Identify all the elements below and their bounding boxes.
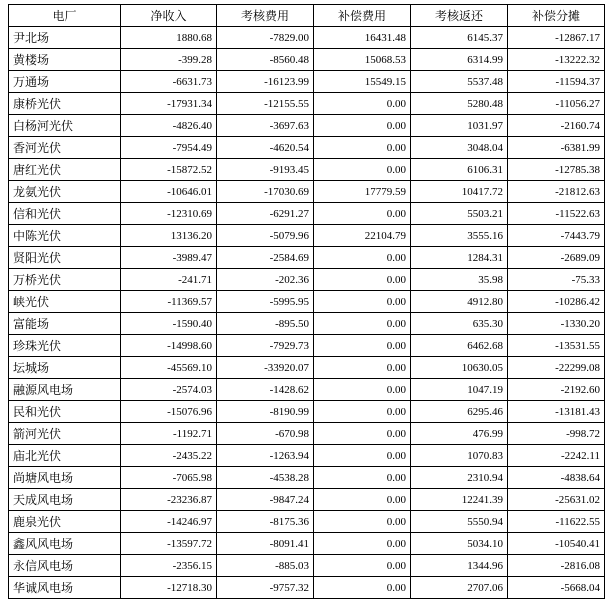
cell-plant-name: 唐红光伏 xyxy=(9,159,121,181)
cell-value: 6106.31 xyxy=(411,159,508,181)
cell-value: 1031.97 xyxy=(411,115,508,137)
cell-value: 4912.80 xyxy=(411,291,508,313)
table-body xyxy=(9,27,605,599)
cell-value: -8175.36 xyxy=(217,511,314,533)
cell-value: -2160.74 xyxy=(508,115,605,137)
cell-value: -4538.28 xyxy=(217,467,314,489)
cell-value: 0.00 xyxy=(314,269,411,291)
table-row xyxy=(9,137,605,159)
cell-value: -14246.97 xyxy=(121,511,217,533)
cell-plant-name: 龙氨光伏 xyxy=(9,181,121,203)
cell-value: -6631.73 xyxy=(121,71,217,93)
cell-value: 0.00 xyxy=(314,401,411,423)
cell-plant-name: 天成风电场 xyxy=(9,489,121,511)
cell-value: 0.00 xyxy=(314,379,411,401)
cell-value: -16123.99 xyxy=(217,71,314,93)
cell-value: -21812.63 xyxy=(508,181,605,203)
column-header-assessment-fee: 考核费用 xyxy=(217,5,314,27)
cell-plant-name: 白杨河光伏 xyxy=(9,115,121,137)
cell-value: -4620.54 xyxy=(217,137,314,159)
cell-value: -9847.24 xyxy=(217,489,314,511)
cell-plant-name: 融源风电场 xyxy=(9,379,121,401)
table-row xyxy=(9,467,605,489)
cell-value: 1070.83 xyxy=(411,445,508,467)
cell-value: -895.50 xyxy=(217,313,314,335)
cell-value: -22299.08 xyxy=(508,357,605,379)
cell-value: 1284.31 xyxy=(411,247,508,269)
table-row xyxy=(9,71,605,93)
cell-value: 0.00 xyxy=(314,115,411,137)
cell-value: 0.00 xyxy=(314,159,411,181)
cell-value: 3048.04 xyxy=(411,137,508,159)
column-header-assessment-return: 考核返还 xyxy=(411,5,508,27)
cell-value: -2356.15 xyxy=(121,555,217,577)
cell-value: 476.99 xyxy=(411,423,508,445)
cell-plant-name: 箭河光伏 xyxy=(9,423,121,445)
cell-value: -10286.42 xyxy=(508,291,605,313)
cell-plant-name: 珍珠光伏 xyxy=(9,335,121,357)
cell-value: -2816.08 xyxy=(508,555,605,577)
cell-value: 0.00 xyxy=(314,357,411,379)
cell-value: 5550.94 xyxy=(411,511,508,533)
cell-value: 15549.15 xyxy=(314,71,411,93)
cell-value: 13136.20 xyxy=(121,225,217,247)
cell-value: 1047.19 xyxy=(411,379,508,401)
table-row xyxy=(9,27,605,49)
cell-value: 0.00 xyxy=(314,511,411,533)
cell-value: -23236.87 xyxy=(121,489,217,511)
cell-value: 10417.72 xyxy=(411,181,508,203)
cell-value: -6381.99 xyxy=(508,137,605,159)
cell-value: 6145.37 xyxy=(411,27,508,49)
cell-value: -202.36 xyxy=(217,269,314,291)
cell-value: -13222.32 xyxy=(508,49,605,71)
cell-value: 0.00 xyxy=(314,467,411,489)
cell-value: -17931.34 xyxy=(121,93,217,115)
table-row xyxy=(9,291,605,313)
table-row xyxy=(9,313,605,335)
column-header-plant: 电厂 xyxy=(9,5,121,27)
cell-value: -11056.27 xyxy=(508,93,605,115)
cell-value: 0.00 xyxy=(314,555,411,577)
cell-value: 6462.68 xyxy=(411,335,508,357)
cell-value: -75.33 xyxy=(508,269,605,291)
cell-value: -4838.64 xyxy=(508,467,605,489)
cell-plant-name: 信和光伏 xyxy=(9,203,121,225)
table-row xyxy=(9,115,605,137)
cell-plant-name: 鹿泉光伏 xyxy=(9,511,121,533)
cell-value: -399.28 xyxy=(121,49,217,71)
cell-value: -12867.17 xyxy=(508,27,605,49)
cell-value: -2574.03 xyxy=(121,379,217,401)
table-row xyxy=(9,335,605,357)
cell-value: -10540.41 xyxy=(508,533,605,555)
cell-value: -17030.69 xyxy=(217,181,314,203)
cell-value: -1428.62 xyxy=(217,379,314,401)
cell-value: -25631.02 xyxy=(508,489,605,511)
cell-value: -5995.95 xyxy=(217,291,314,313)
cell-value: 16431.48 xyxy=(314,27,411,49)
cell-value: -885.03 xyxy=(217,555,314,577)
cell-value: 2707.06 xyxy=(411,577,508,599)
cell-value: -7929.73 xyxy=(217,335,314,357)
cell-value: -14998.60 xyxy=(121,335,217,357)
table-row xyxy=(9,269,605,291)
cell-value: 1880.68 xyxy=(121,27,217,49)
cell-value: -9193.45 xyxy=(217,159,314,181)
cell-value: 0.00 xyxy=(314,93,411,115)
cell-value: -12310.69 xyxy=(121,203,217,225)
cell-plant-name: 民和光伏 xyxy=(9,401,121,423)
table-row xyxy=(9,181,605,203)
cell-value: -13597.72 xyxy=(121,533,217,555)
table-header-row xyxy=(9,5,605,27)
cell-value: -15076.96 xyxy=(121,401,217,423)
cell-value: -1590.40 xyxy=(121,313,217,335)
column-header-compensation-share: 补偿分摊 xyxy=(508,5,605,27)
cell-value: -1263.94 xyxy=(217,445,314,467)
cell-plant-name: 庙北光伏 xyxy=(9,445,121,467)
cell-value: -3989.47 xyxy=(121,247,217,269)
table-row xyxy=(9,401,605,423)
cell-value: -2584.69 xyxy=(217,247,314,269)
cell-value: 17779.59 xyxy=(314,181,411,203)
cell-plant-name: 峡光伏 xyxy=(9,291,121,313)
cell-value: -45569.10 xyxy=(121,357,217,379)
table-row xyxy=(9,93,605,115)
cell-value: 0.00 xyxy=(314,247,411,269)
cell-value: 0.00 xyxy=(314,489,411,511)
cell-value: -7443.79 xyxy=(508,225,605,247)
cell-value: -12155.55 xyxy=(217,93,314,115)
cell-value: 22104.79 xyxy=(314,225,411,247)
cell-value: -12718.30 xyxy=(121,577,217,599)
cell-value: -4826.40 xyxy=(121,115,217,137)
cell-value: 0.00 xyxy=(314,423,411,445)
cell-value: -11369.57 xyxy=(121,291,217,313)
cell-value: 0.00 xyxy=(314,445,411,467)
table-row xyxy=(9,489,605,511)
cell-value: -9757.32 xyxy=(217,577,314,599)
cell-value: 0.00 xyxy=(314,533,411,555)
cell-value: 0.00 xyxy=(314,335,411,357)
table-row xyxy=(9,379,605,401)
table-row xyxy=(9,357,605,379)
cell-plant-name: 贤阳光伏 xyxy=(9,247,121,269)
table-row xyxy=(9,225,605,247)
cell-plant-name: 康桥光伏 xyxy=(9,93,121,115)
cell-value: 2310.94 xyxy=(411,467,508,489)
cell-value: 0.00 xyxy=(314,203,411,225)
cell-value: 15068.53 xyxy=(314,49,411,71)
cell-value: -7065.98 xyxy=(121,467,217,489)
cell-value: -8560.48 xyxy=(217,49,314,71)
cell-value: -8190.99 xyxy=(217,401,314,423)
cell-value: 635.30 xyxy=(411,313,508,335)
cell-value: -8091.41 xyxy=(217,533,314,555)
column-header-compensation-fee: 补偿费用 xyxy=(314,5,411,27)
cell-value: -1192.71 xyxy=(121,423,217,445)
cell-plant-name: 万通场 xyxy=(9,71,121,93)
cell-value: 0.00 xyxy=(314,313,411,335)
cell-value: -998.72 xyxy=(508,423,605,445)
cell-value: 5280.48 xyxy=(411,93,508,115)
cell-value: 1344.96 xyxy=(411,555,508,577)
cell-value: -3697.63 xyxy=(217,115,314,137)
cell-value: -1330.20 xyxy=(508,313,605,335)
power-plant-settlement-table xyxy=(8,4,605,599)
column-header-net-income: 净收入 xyxy=(121,5,217,27)
cell-value: 6314.99 xyxy=(411,49,508,71)
cell-plant-name: 尹北场 xyxy=(9,27,121,49)
cell-value: -11522.63 xyxy=(508,203,605,225)
cell-plant-name: 万桥光伏 xyxy=(9,269,121,291)
cell-plant-name: 华诚风电场 xyxy=(9,577,121,599)
cell-value: 6295.46 xyxy=(411,401,508,423)
cell-value: -13531.55 xyxy=(508,335,605,357)
table-row xyxy=(9,445,605,467)
cell-plant-name: 鑫风风电场 xyxy=(9,533,121,555)
cell-value: -2435.22 xyxy=(121,445,217,467)
cell-value: -670.98 xyxy=(217,423,314,445)
table-row xyxy=(9,555,605,577)
cell-value: -33920.07 xyxy=(217,357,314,379)
cell-value: 5503.21 xyxy=(411,203,508,225)
cell-value: 3555.16 xyxy=(411,225,508,247)
cell-value: 10630.05 xyxy=(411,357,508,379)
table-header xyxy=(9,5,605,27)
cell-value: 0.00 xyxy=(314,291,411,313)
cell-value: -11594.37 xyxy=(508,71,605,93)
cell-value: 0.00 xyxy=(314,137,411,159)
cell-value: -10646.01 xyxy=(121,181,217,203)
table-row xyxy=(9,511,605,533)
table-row xyxy=(9,49,605,71)
cell-value: -5079.96 xyxy=(217,225,314,247)
table-row xyxy=(9,159,605,181)
cell-value: 5034.10 xyxy=(411,533,508,555)
cell-value: -7829.00 xyxy=(217,27,314,49)
table-row xyxy=(9,203,605,225)
cell-plant-name: 永信风电场 xyxy=(9,555,121,577)
cell-value: -15872.52 xyxy=(121,159,217,181)
cell-value: -2192.60 xyxy=(508,379,605,401)
cell-value: 12241.39 xyxy=(411,489,508,511)
cell-plant-name: 尚塘风电场 xyxy=(9,467,121,489)
cell-value: -11622.55 xyxy=(508,511,605,533)
cell-value: -12785.38 xyxy=(508,159,605,181)
cell-plant-name: 香河光伏 xyxy=(9,137,121,159)
cell-value: -13181.43 xyxy=(508,401,605,423)
cell-value: -6291.27 xyxy=(217,203,314,225)
cell-plant-name: 黄楼场 xyxy=(9,49,121,71)
cell-value: -2689.09 xyxy=(508,247,605,269)
cell-plant-name: 坛城场 xyxy=(9,357,121,379)
cell-value: -2242.11 xyxy=(508,445,605,467)
cell-value: -7954.49 xyxy=(121,137,217,159)
cell-plant-name: 富能场 xyxy=(9,313,121,335)
cell-value: -5668.04 xyxy=(508,577,605,599)
cell-value: -241.71 xyxy=(121,269,217,291)
table-row xyxy=(9,533,605,555)
cell-value: 5537.48 xyxy=(411,71,508,93)
cell-value: 35.98 xyxy=(411,269,508,291)
table-row xyxy=(9,577,605,599)
cell-value: 0.00 xyxy=(314,577,411,599)
table-row xyxy=(9,247,605,269)
cell-plant-name: 中陈光伏 xyxy=(9,225,121,247)
table-row xyxy=(9,423,605,445)
